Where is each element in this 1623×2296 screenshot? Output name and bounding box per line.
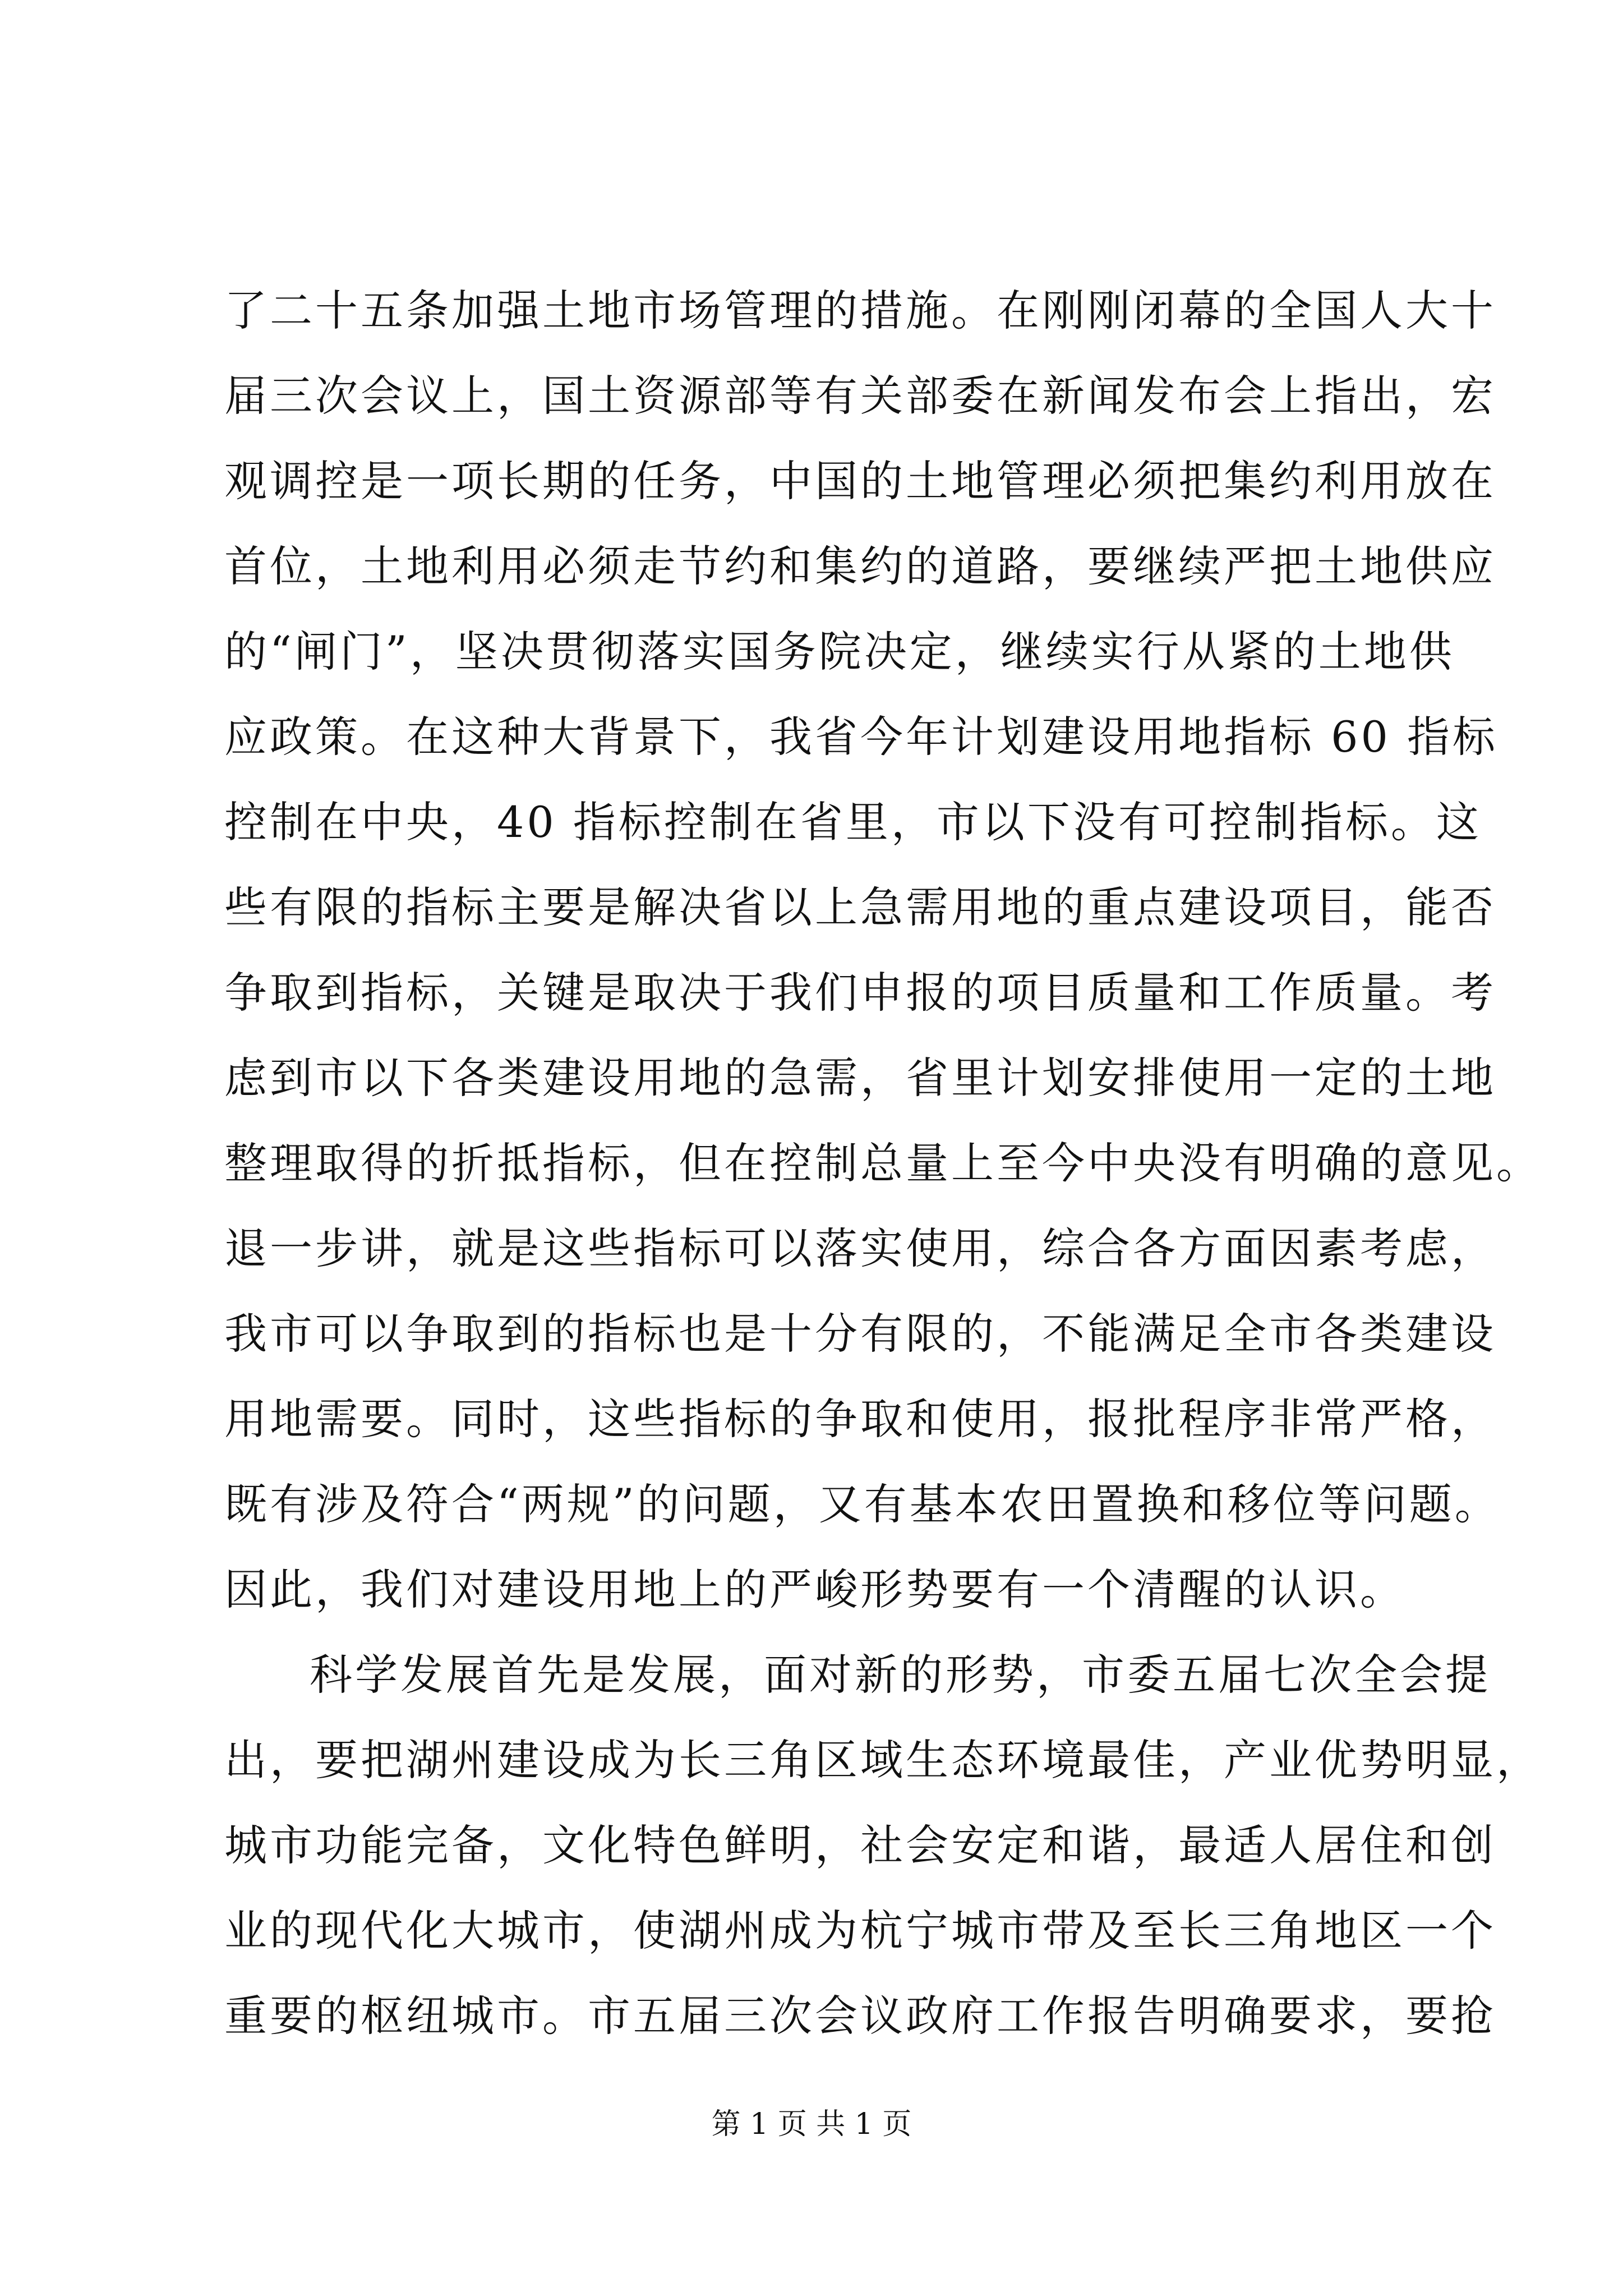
text-line: 的“闸门”，坚决贯彻落实国务院决定，继续实行从紧的土地供 <box>224 627 1455 677</box>
text-line: 届三次会议上，国土资源部等有关部委在新闻发布会上指出，宏 <box>224 371 1496 421</box>
text-line: 虑到市以下各类建设用地的急需，省里计划安排使用一定的土地 <box>224 1053 1496 1103</box>
text-line: 科学发展首先是发展，面对新的形势，市委五届七次全会提 <box>310 1650 1491 1700</box>
text-line: 应政策。在这种大背景下，我省今年计划建设用地指标 60 指标 <box>224 712 1498 762</box>
text-line: 用地需要。同时，这些指标的争取和使用，报批程序非常严格， <box>224 1394 1496 1444</box>
text-line: 观调控是一项长期的任务，中国的土地管理必须把集约利用放在 <box>224 456 1496 506</box>
text-line: 些有限的指标主要是解决省以上急需用地的重点建设项目，能否 <box>224 882 1496 932</box>
document-body <box>224 268 1542 2059</box>
text-line: 因此，我们对建设用地上的严峻形势要有一个清醒的认识。 <box>224 1565 1405 1614</box>
text-line: 首位，土地利用必须走节约和集约的道路，要继续严把土地供应 <box>224 541 1496 591</box>
text-line: 争取到指标，关键是取决于我们申报的项目质量和工作质量。考 <box>224 968 1496 1018</box>
text-line: 城市功能完备，文化特色鲜明，社会安定和谐，最适人居住和创 <box>224 1820 1496 1870</box>
text-line: 既有涉及符合“两规”的问题，又有基本农田置换和移位等问题。 <box>224 1479 1500 1529</box>
text-line: 业的现代化大城市，使湖州成为杭宁城市带及至长三角地区一个 <box>224 1906 1496 1955</box>
text-line: 我市可以争取到的指标也是十分有限的，不能满足全市各类建设 <box>224 1309 1496 1359</box>
text-line: 控制在中央，40 指标控制在省里，市以下没有可控制指标。这 <box>224 797 1482 847</box>
text-line: 退一步讲，就是这些指标可以落实使用，综合各方面因素考虑， <box>224 1223 1496 1273</box>
text-line: 整理取得的折抵指标，但在控制总量上至今中央没有明确的意见。 <box>224 1138 1542 1188</box>
page-number-footer: 第 1 页 共 1 页 <box>711 2108 912 2141</box>
text-line: 了二十五条加强土地市场管理的措施。在刚刚闭幕的全国人大十 <box>224 286 1496 335</box>
text-line: 出，要把湖州建设成为长三角区域生态环境最佳，产业优势明显， <box>224 1735 1542 1785</box>
text-line: 重要的枢纽城市。市五届三次会议政府工作报告明确要求，要抢 <box>224 1991 1496 2041</box>
